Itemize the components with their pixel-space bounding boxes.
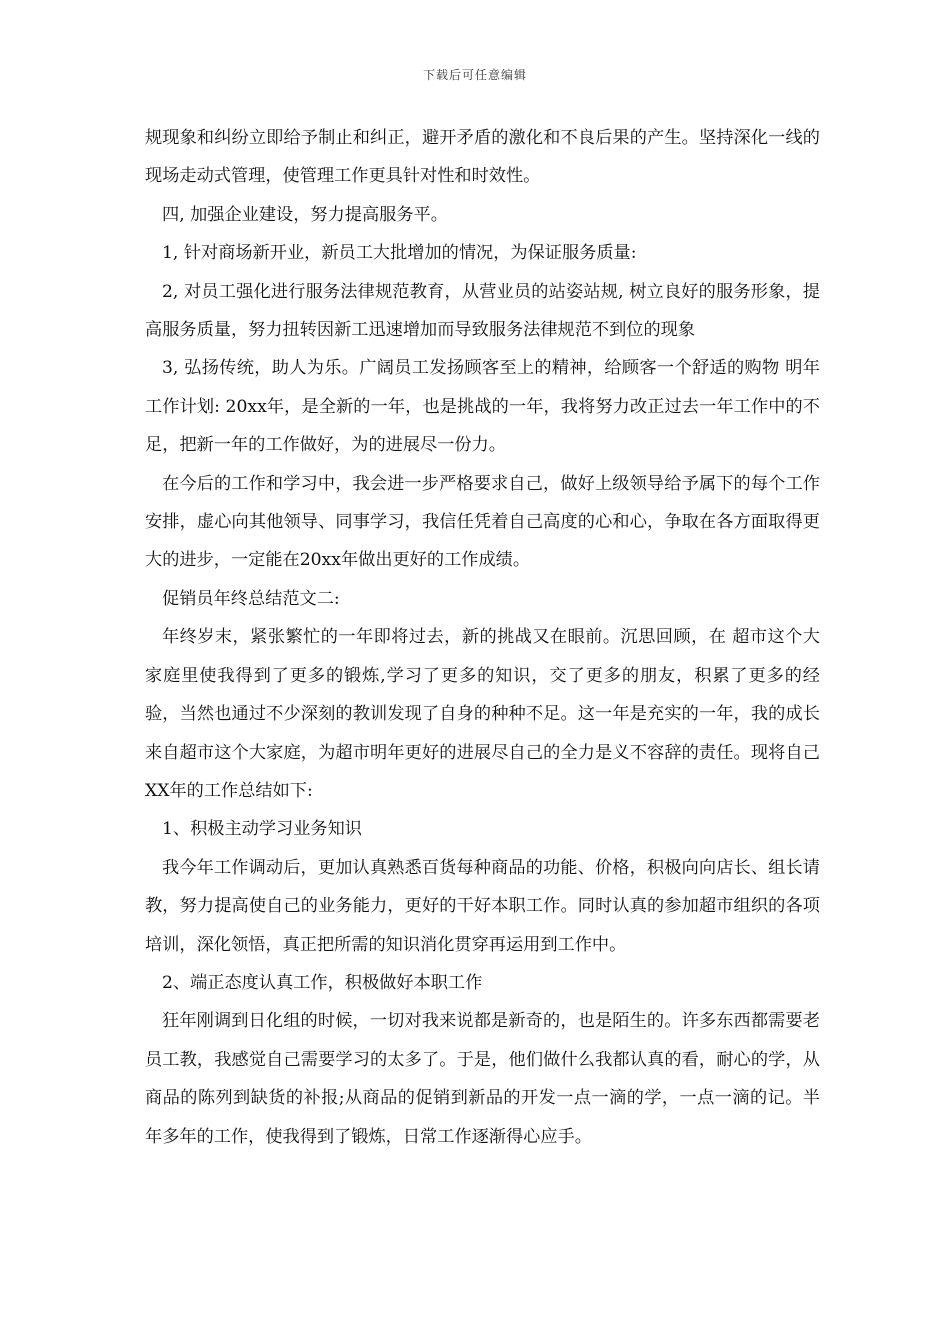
paragraph-6: 在今后的工作和学习中，我会进一步严格要求自己，做好上级领导给予属下的每个工作安排，虚心向其他领导、同事学习，我信任凭着自己高度的心和心，争取在各方面取得更大的进步，一定能在20xx年做出更好的工作成绩。 — [145, 473, 820, 571]
subheading-1: 1、积极主动学习业务知识 — [162, 819, 362, 840]
paragraph-4: 2, 对员工强化进行服务法律规范教育，从营业员的站姿站规, 树立良好的服务形象，提高服务质量，努力扭转因新工迅速增加而导致服务法律规范不到位的现象 — [145, 281, 820, 341]
subheading-2: 2、端正态度认真工作，积极做好本职工作 — [162, 972, 483, 993]
page-header-note: 下载后可任意编辑 — [422, 68, 527, 82]
document-body — [145, 119, 820, 1156]
paragraph-3: 1, 针对商场新开业，新员工大批增加的情况，为保证服务质量: — [162, 243, 637, 264]
paragraph-5: 3, 弘扬传统，助人为乐。广阔员工发扬顾客至上的精神，给顾客一个舒适的购物 明年工作计划: 20xx年，是全新的一年，也是挑战的一年，我将努力改正过去一年工作中的不足，把新一年的工作做好，为的进展尽一份力。 — [145, 358, 820, 456]
paragraph-1: 规现象和纠纷立即给予制止和纠正，避开矛盾的激化和不良后果的产生。坚持深化一线的现场走动式管理，使管理工作更具针对性和时效性。 — [145, 128, 820, 187]
paragraph-8: 我今年工作调动后，更加认真熟悉百货每种商品的功能、价格，积极向向店长、组长请教，努力提高使自己的业务能力，更好的干好本职工作。同时认真的参加超市组织的各项培训，深化领悟，真正把所需的知识消化贯穿再运用到工作中。 — [145, 857, 820, 955]
paragraph-7: 年终岁末，紧张繁忙的一年即将过去，新的挑战又在眼前。沉思回顾，在 超市这个大家庭里使我得到了更多的锻炼,学习了更多的知识，交了更多的朋友，积累了更多的经验，当然也通过不少深刻的教训发现了自身的种种不足。这一年是充实的一年，我的成长来自超市这个大家庭，为超市明年更好的进展尽自己的全力是义不容辞的责任。现将自己XX年的工作总结如下: — [145, 627, 820, 801]
paragraph-9: 狂年刚调到日化组的时候，一切对我来说都是新奇的，也是陌生的。许多东西都需要老员工教，我感觉自己需要学习的太多了。于是，他们做什么我都认真的看，耐心的学，从商品的陈列到缺货的补报;从商品的促销到新品的开发一点一滴的学，一点一滴的记。半年多年的工作，使我得到了锻炼，日常工作逐渐得心应手。 — [145, 1011, 820, 1147]
paragraph-2: 四, 加强企业建设，努力提高服务平。 — [162, 204, 448, 225]
section-title: 促销员年终总结范文二: — [162, 588, 340, 609]
